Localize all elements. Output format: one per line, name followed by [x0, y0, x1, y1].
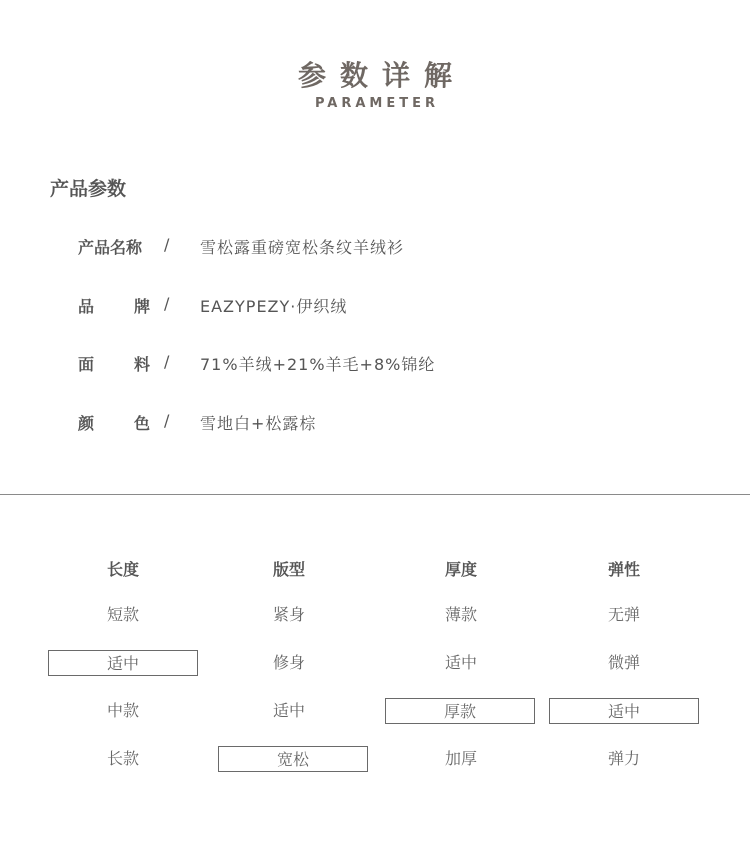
param-label — [78, 411, 150, 434]
grid-header-thickness: 厚度 — [444, 560, 477, 579]
param-label-text: 牌 — [133, 297, 150, 316]
grid-option-cell: 微弹 — [607, 653, 640, 672]
param-value: 雪地白+松露棕 — [200, 414, 317, 433]
param-separator: / — [164, 294, 170, 313]
param-row-brand — [78, 294, 638, 318]
grid-option-cell: 适中 — [444, 653, 477, 672]
grid-header-fit: 版型 — [272, 560, 305, 579]
param-value: 71%羊绒+21%羊毛+8%锦纶 — [200, 355, 436, 374]
param-label-text: 料 — [133, 355, 150, 374]
grid-header-length: 长度 — [106, 560, 139, 579]
param-row-material — [78, 352, 638, 376]
param-row-color — [78, 411, 638, 435]
param-row-name — [78, 235, 638, 259]
param-label-text: 颜 — [78, 414, 95, 433]
grid-header-elasticity: 弹性 — [607, 560, 640, 579]
param-value: EAZYPEZY·伊织绒 — [200, 297, 348, 316]
param-separator: / — [164, 235, 170, 254]
grid-option-cell-selected: 厚款 — [385, 698, 535, 724]
param-label — [78, 235, 150, 258]
grid-option-cell-selected: 适中 — [48, 650, 198, 676]
grid-option-cell-selected: 宽松 — [218, 746, 368, 772]
grid-option-cell: 适中 — [272, 701, 305, 720]
section-title-product-params: 产品参数 — [50, 178, 127, 200]
param-label-text: 色 — [133, 414, 150, 433]
param-label — [78, 294, 150, 317]
grid-option-cell: 紧身 — [272, 605, 305, 624]
param-value: 雪松露重磅宽松条纹羊绒衫 — [200, 238, 405, 257]
grid-option-cell: 薄款 — [444, 605, 477, 624]
grid-option-cell: 短款 — [106, 605, 139, 624]
page-subtitle: PARAMETER — [314, 96, 440, 111]
param-label-text: 品 — [78, 297, 95, 316]
param-label — [78, 352, 150, 375]
param-label-text: 产品名称 — [78, 238, 143, 257]
grid-option-cell: 弹力 — [607, 749, 640, 768]
param-separator: / — [164, 411, 170, 430]
grid-option-cell: 无弹 — [607, 605, 640, 624]
grid-option-cell: 加厚 — [444, 749, 477, 768]
grid-option-cell: 长款 — [106, 749, 139, 768]
param-label-text: 面 — [78, 355, 95, 374]
grid-option-cell: 修身 — [272, 653, 305, 672]
grid-option-cell: 中款 — [106, 701, 139, 720]
grid-option-cell-selected: 适中 — [549, 698, 699, 724]
page-title: 参数详解 — [297, 59, 466, 92]
section-divider — [0, 494, 750, 495]
param-separator: / — [164, 352, 170, 371]
